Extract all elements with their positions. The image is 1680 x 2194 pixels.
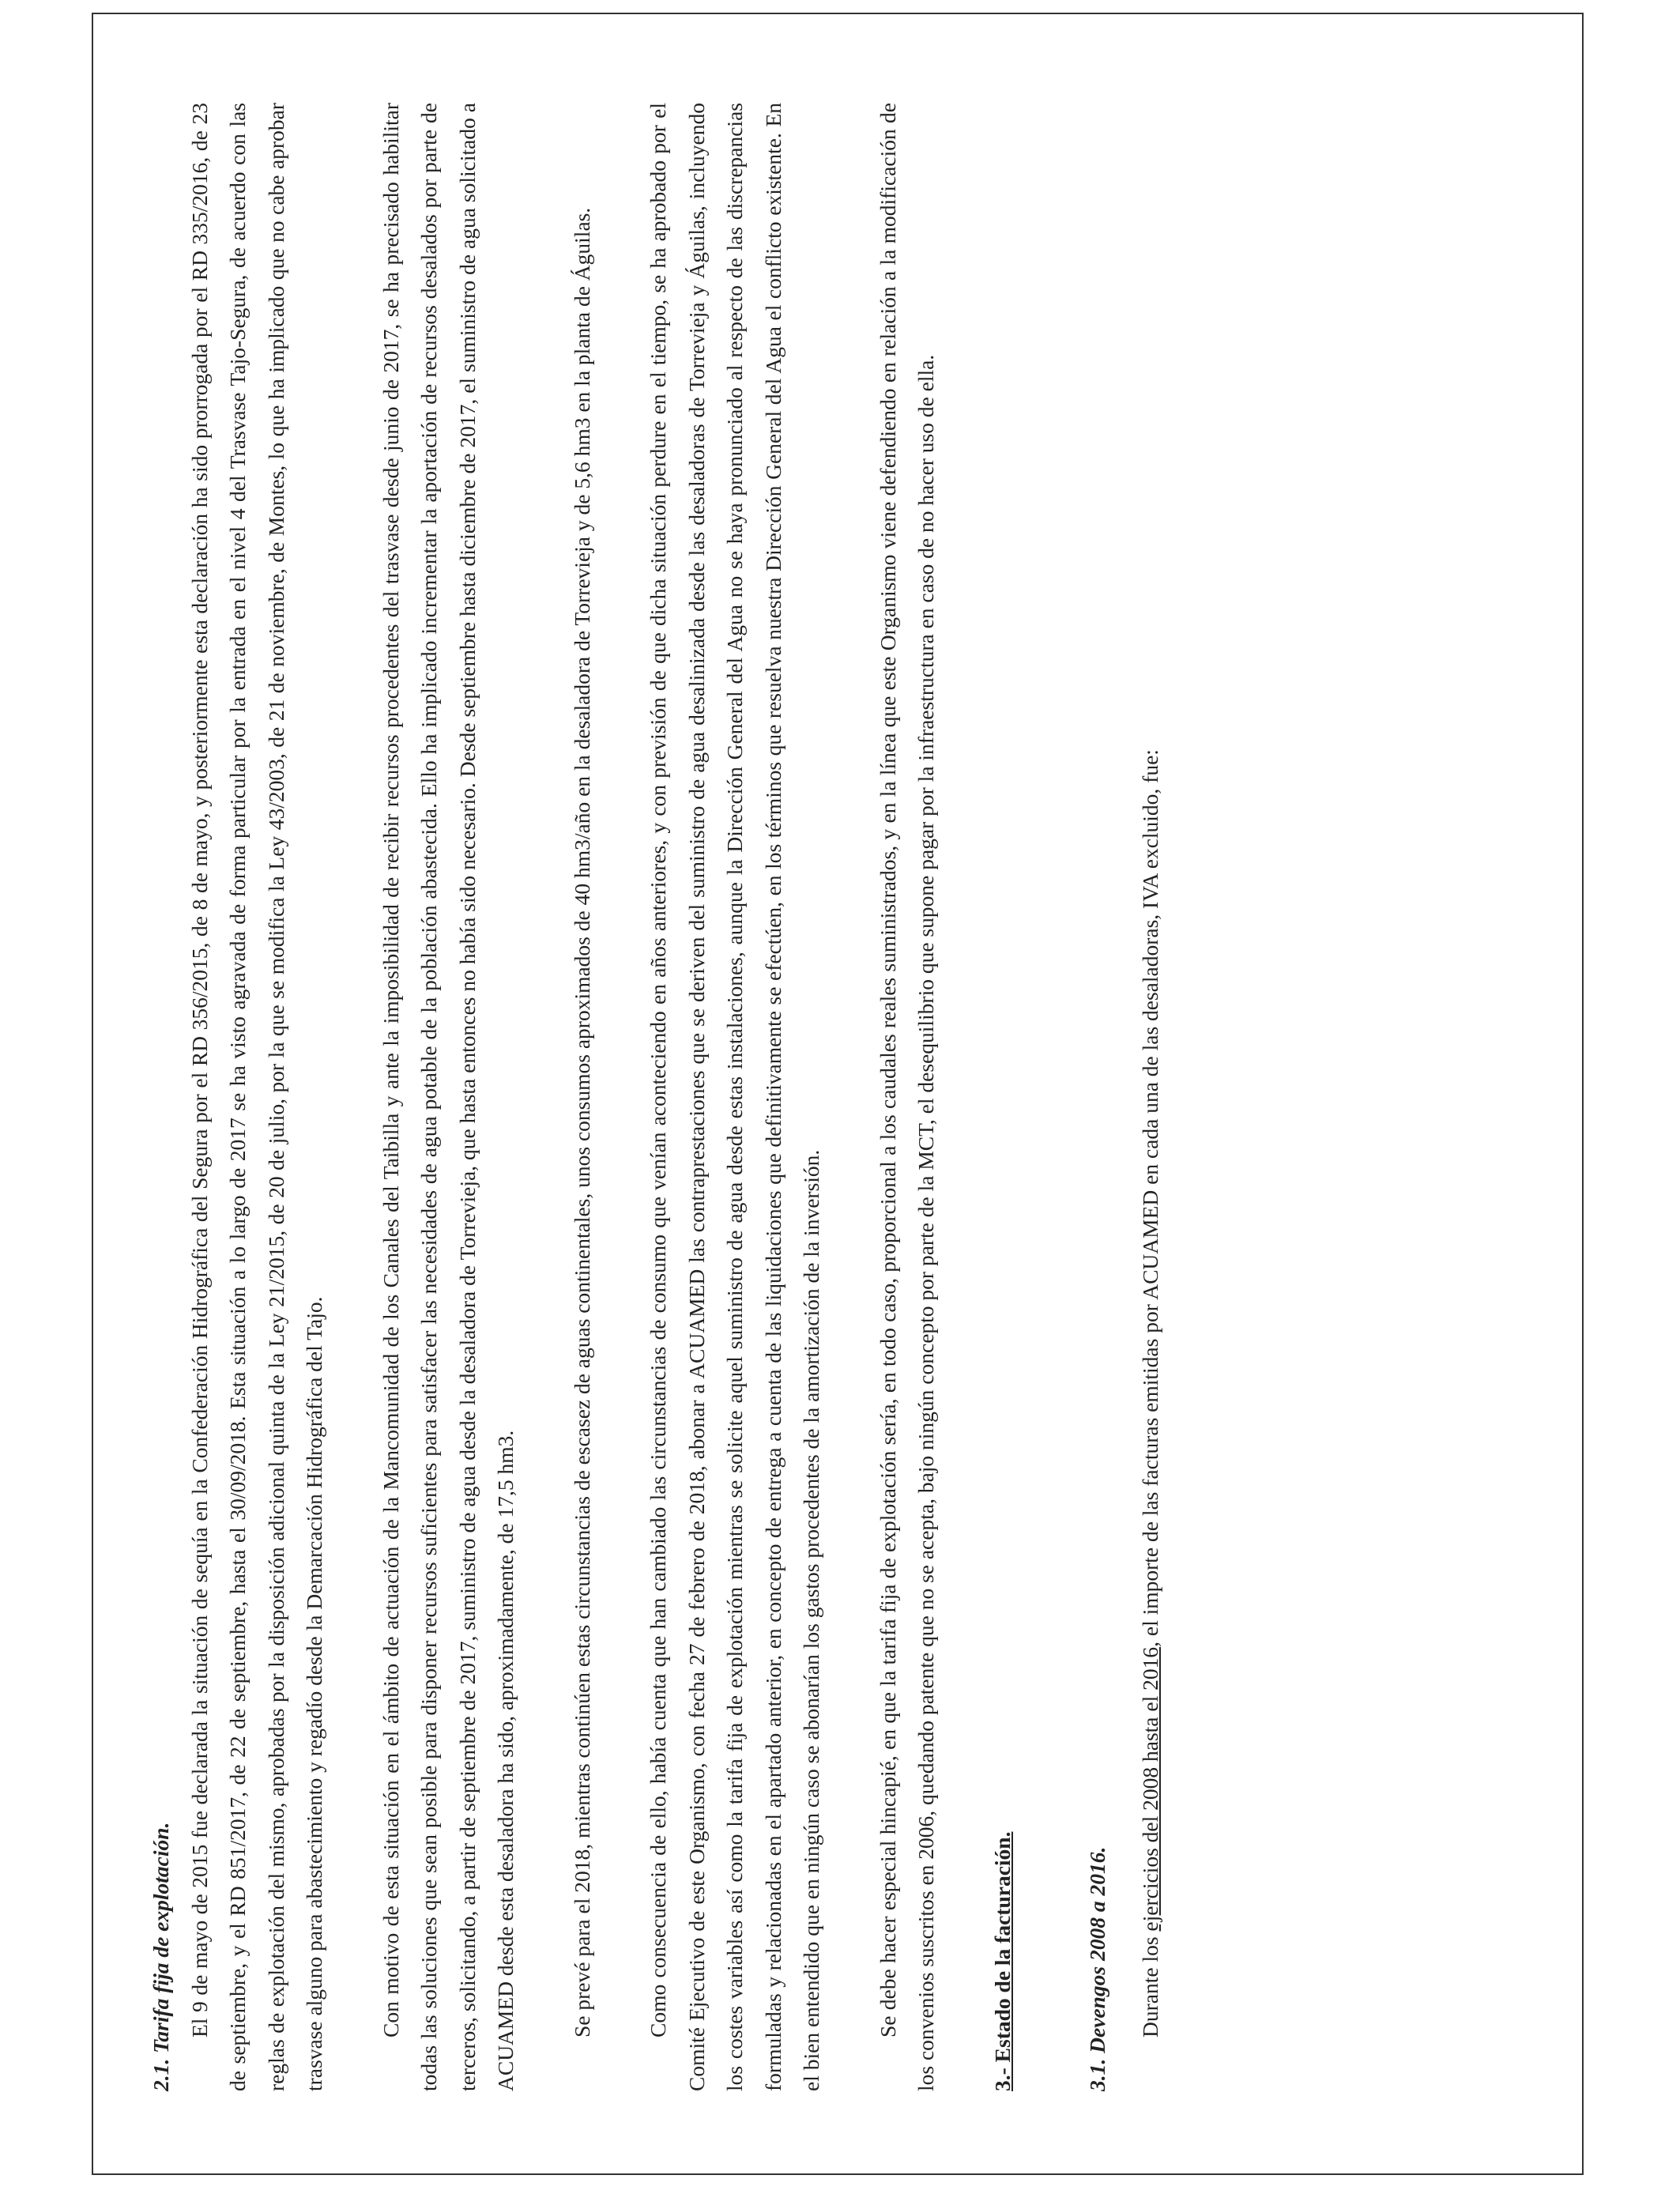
paragraph-sequia: El 9 de mayo de 2015 fue declarada la situación de sequía en la Confederación Hidrográfica del Segura por el RD 356/2015, de 8 de mayo, y posteriormente esta declaración ha sido prorrogada por el RD 335/2016, de 23 de septiembre, y el RD 851/2017, de 22 de septiembre, hasta el 30/09/2018. Esta situación a lo largo de 2017 se ha visto agravada de forma particular por la entrada en el nivel 4 del Trasvase Tajo-Segura, de acuerdo con las reglas de explotación del mismo, aprobadas por la disposición adicional quinta de la Ley 21/2015, de 20 de julio, por la que se modifica la Ley 43/2003, de 21 de noviembre, de Montes, lo que ha implicado que no cabe aprobar trasvase alguno para abastecimiento y regadío desde la Demarcación Hidrográfica del Tajo. <box>186 103 326 2091</box>
paragraph-hincapie: Se debe hacer especial hincapié, en que la tarifa fija de explotación sería, en todo caso, proporcional a los caudales reales suministrados, y en la línea que este Organismo viene defendiendo en relación a la modificación de los convenios suscritos en 2006, quedando patente que no se acepta, bajo ningún concepto por parte de la MCT, el desequilibrio que supone pagar por la infraestructura en caso de no hacer uso de ella. <box>875 103 938 2091</box>
document-body <box>109 16 1563 2178</box>
spacer <box>946 103 984 2091</box>
paragraph-consecuencia: Como consecuencia de ello, había cuenta que han cambiado las circunstancias de consumo que venían aconteciendo en años anteriores, y con previsión de que dicha situación perdure en el tiempo, se ha aprobado por el Comité Ejecutivo de este Organismo, con fecha 27 de febrero de 2018, abonar a ACUAMED las contraprestaciones que se deriven del suministro de agua desalinizada desde las desaladoras de Torrevieja y Águilas, incluyendo los costes variables así como la tarifa fija de explotación mientras se solicite aquel suministro de agua desde estas instalaciones, aunque la Dirección General del Agua no se haya pronunciado al respecto de las discrepancias formuladas y relacionadas en el apartado anterior, en concepto de entrega a cuenta de las liquidaciones que definitivamente se efectúen, en los términos que resuelva nuestra Dirección General del Agua el conflicto existente. En el bien entendido que en ningún caso se abonarían los gastos procedentes de la amortización de la inversión. <box>646 103 823 2091</box>
heading-estado-facturacion: 3.- Estado de la facturación. <box>989 1831 1015 2091</box>
spacer <box>1117 103 1132 2091</box>
text-ejercicios-underlined: ejercicios del 2008 hasta el 2016 <box>1137 1646 1162 1932</box>
spacer <box>601 103 639 2091</box>
heading-tarifa-fija: 2.1. Tarifa fija de explotación. <box>149 1822 173 2091</box>
spacer <box>831 103 869 2091</box>
paragraph-motivo: Con motivo de esta situación en el ámbito de actuación de la Mancomunidad de los Canales del Taibilla y ante la imposibilidad de recibir recursos procedentes del trasvase desde junio de 2017, se ha precisado habilitar todas las soluciones que sean posible para disponer recursos suficientes para satisfacer las necesidades de agua potable de la población abastecida. Ello ha implicado incrementar la aportación de recursos desalados por parte de terceros, solicitando, a partir de septiembre de 2017, suministro de agua desde la desaladora de Torrevieja, que hasta entonces no había sido necesario. Desde septiembre hasta diciembre de 2017, el suministro de agua solicitado a ACUAMED desde esta desaladora ha sido, aproximadamente, de 17,5 hm3. <box>378 103 518 2091</box>
paragraph-prevision: Se prevé para el 2018, mientras continúen estas circunstancias de escasez de aguas continentales, unos consumos aproximados de 40 hm3/año en la desaladora de Torrevieja y de 5,6 hm3 en la planta de Águilas. <box>569 207 594 2038</box>
spacer <box>525 103 563 2091</box>
text-importe: , el importe de las facturas emitidas por ACUAMED en cada una de las desaladoras, IVA excluido, fue: <box>1137 749 1162 1647</box>
heading-devengos: 3.1. Devengos 2008 a 2016. <box>1085 1846 1109 2091</box>
spacer <box>334 103 372 2091</box>
paragraph-durante <box>1132 103 1170 2091</box>
spacer <box>1022 103 1079 2091</box>
text-durante: Durante los <box>1137 1931 1162 2038</box>
